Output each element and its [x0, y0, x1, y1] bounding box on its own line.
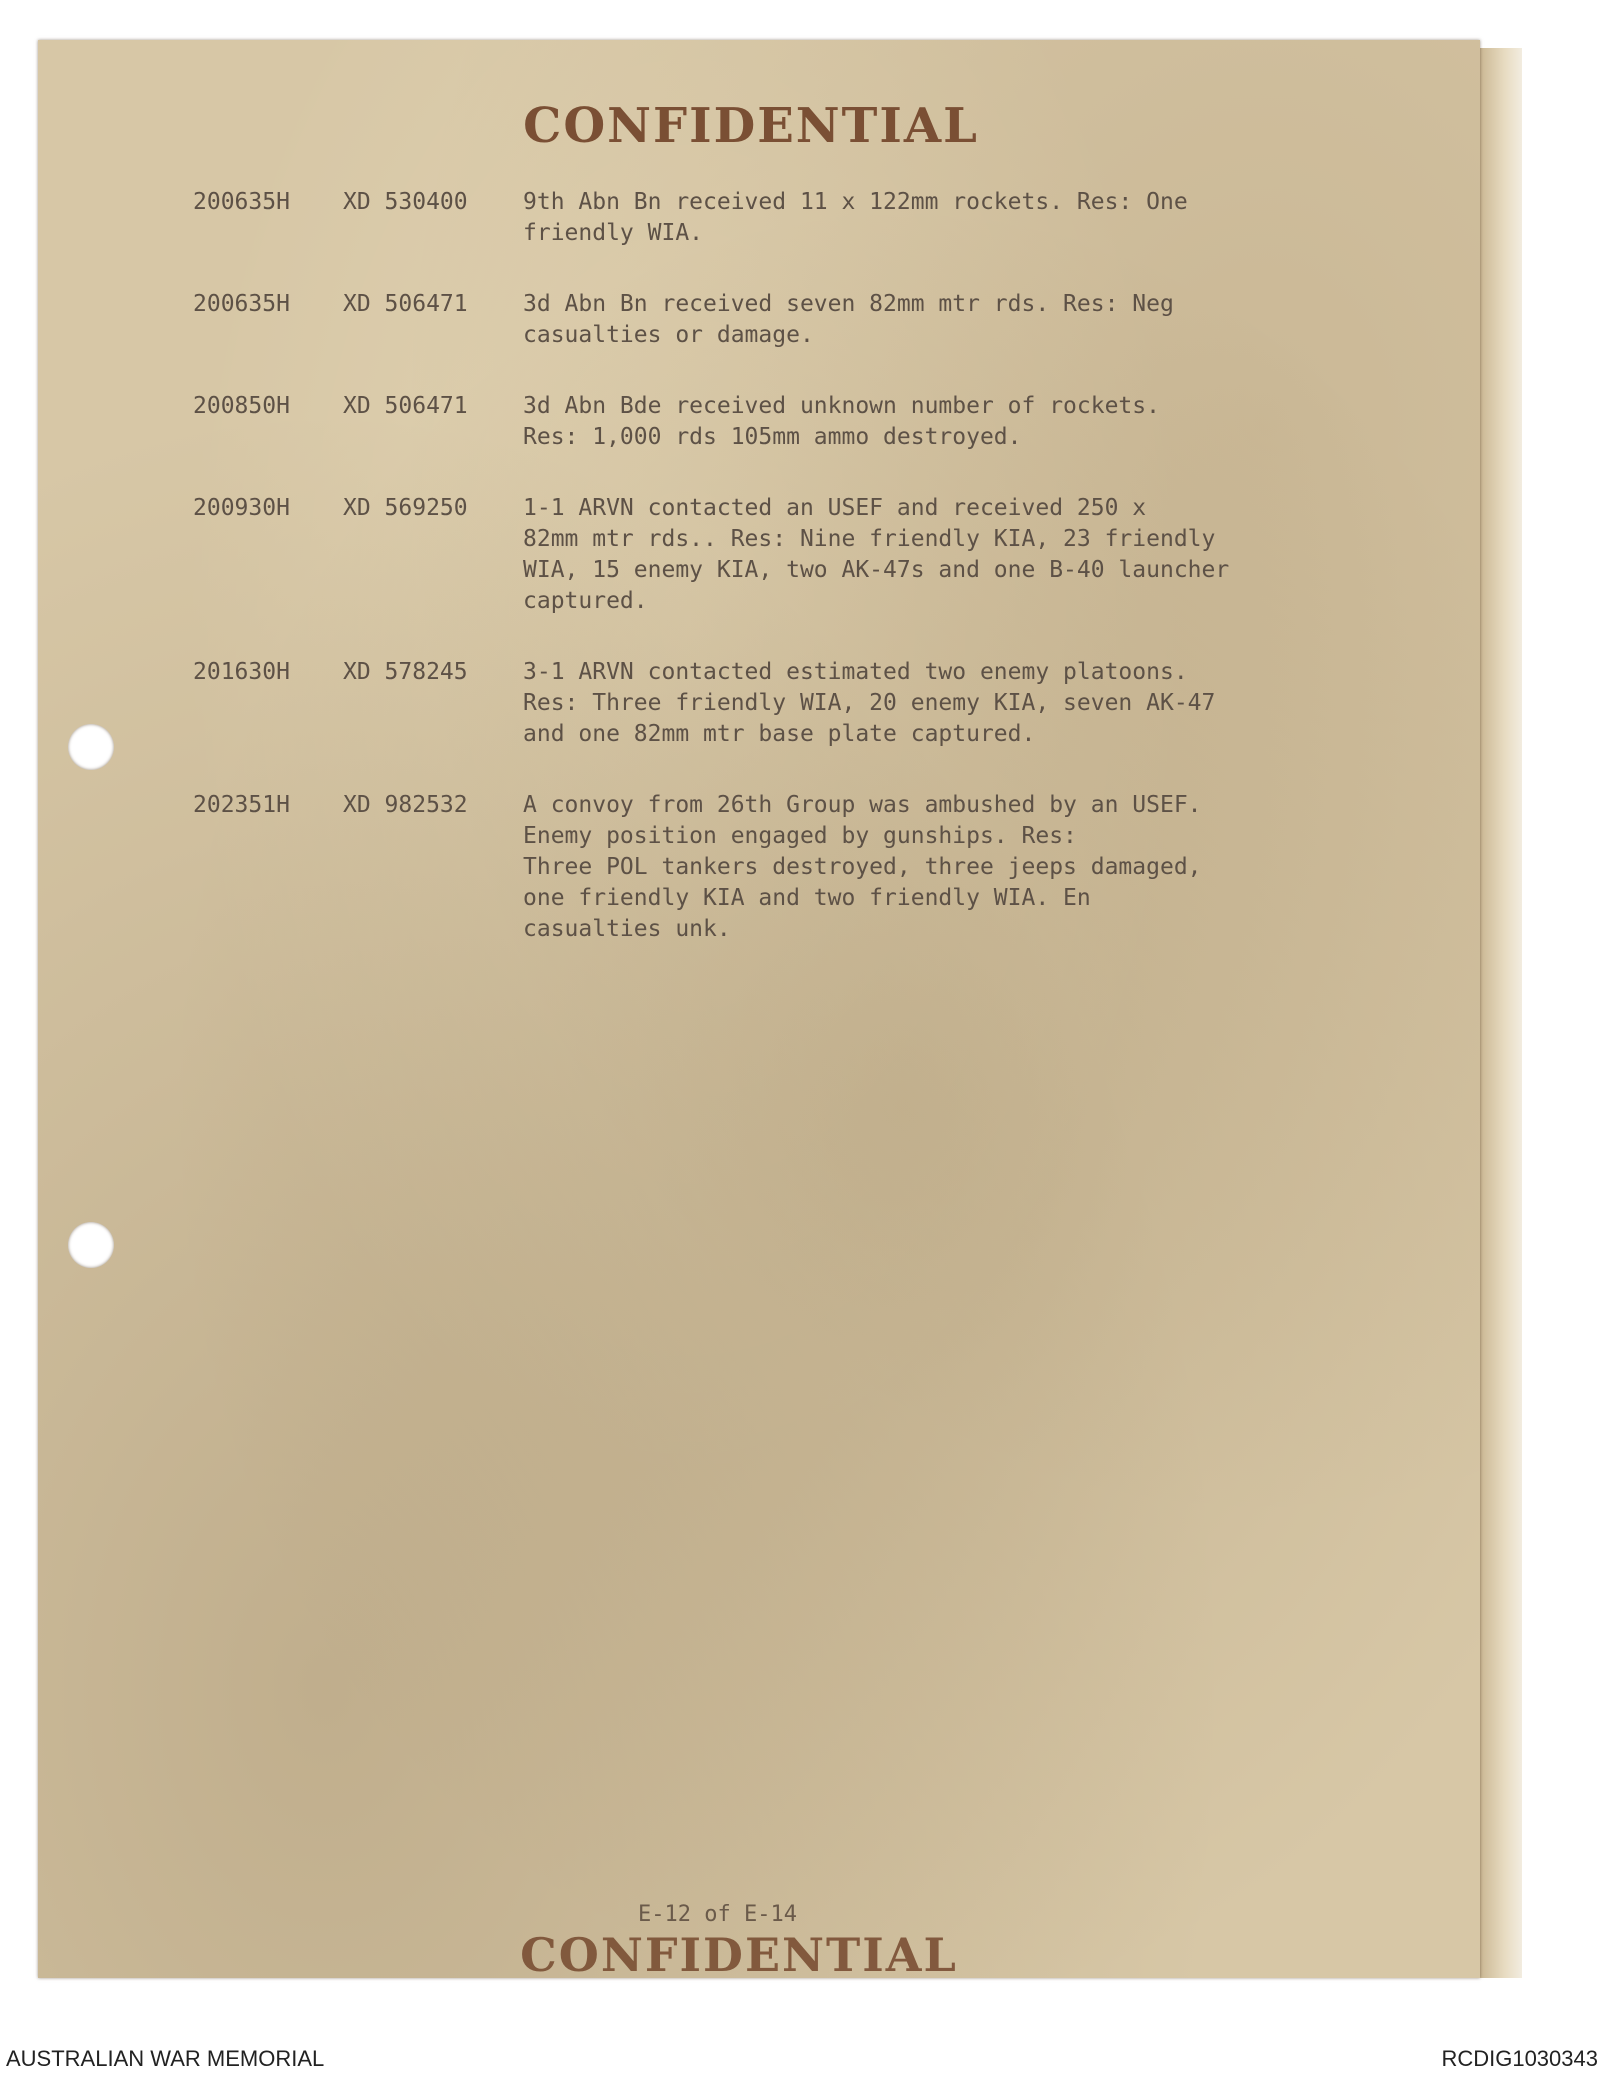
entry-text: 3d Abn Bn received seven 82mm mtr rds. Res: Neg casualties or damage.: [523, 291, 1174, 348]
log-entry: [193, 289, 1393, 351]
entry-grid-ref: XD 569250: [343, 495, 468, 521]
archive-id: RCDIG1030343: [1441, 2046, 1598, 2071]
entry-grid-ref: XD 506471: [343, 291, 468, 317]
page-edge: [1480, 48, 1522, 1978]
entry-grid-ref: XD 578245: [343, 659, 468, 685]
archive-credit: AUSTRALIAN WAR MEMORIAL: [6, 2046, 325, 2071]
header-classification-stamp: CONFIDENTIAL: [523, 98, 979, 154]
entry-text: A convoy from 26th Group was ambushed by an USEF. Enemy position engaged by gunships. Res: Three POL tankers destroyed, three jeeps damaged, one friendly KIA and two friendly WIA. En casualties unk.: [523, 792, 1202, 942]
log-entry: [193, 657, 1393, 750]
entry-text: 3d Abn Bde received unknown number of rockets. Res: 1,000 rds 105mm ammo destroyed.: [523, 393, 1160, 450]
footer-classification-stamp: CONFIDENTIAL: [520, 1928, 958, 1982]
log-entry: [193, 493, 1393, 617]
document-page: [38, 40, 1480, 1982]
entry-dtg: 200635H: [193, 291, 290, 317]
page-number: E-12 of E-14: [638, 1902, 797, 1927]
punch-hole: [68, 1222, 114, 1268]
entry-text: 9th Abn Bn received 11 x 122mm rockets. Res: One friendly WIA.: [523, 189, 1188, 246]
entry-dtg: 200635H: [193, 189, 290, 215]
entry-dtg: 200850H: [193, 393, 290, 419]
entry-grid-ref: XD 530400: [343, 189, 468, 215]
entry-dtg: 200930H: [193, 495, 290, 521]
entry-grid-ref: XD 506471: [343, 393, 468, 419]
log-entry: [193, 187, 1393, 249]
punch-hole: [68, 724, 114, 770]
entry-text: 3-1 ARVN contacted estimated two enemy platoons. Res: Three friendly WIA, 20 enemy KIA, seven AK-47 and one 82mm mtr base plate captured.: [523, 659, 1216, 747]
entry-dtg: 201630H: [193, 659, 290, 685]
entry-text: 1-1 ARVN contacted an USEF and received 250 x 82mm mtr rds.. Res: Nine friendly KIA, 23 friendly WIA, 15 enemy KIA, two AK-47s and one B-40 launcher captured.: [523, 495, 1230, 614]
log-entry: [193, 391, 1393, 453]
log-entries: [193, 187, 1393, 985]
entry-grid-ref: XD 982532: [343, 792, 468, 818]
log-entry: [193, 790, 1393, 945]
entry-dtg: 202351H: [193, 792, 290, 818]
